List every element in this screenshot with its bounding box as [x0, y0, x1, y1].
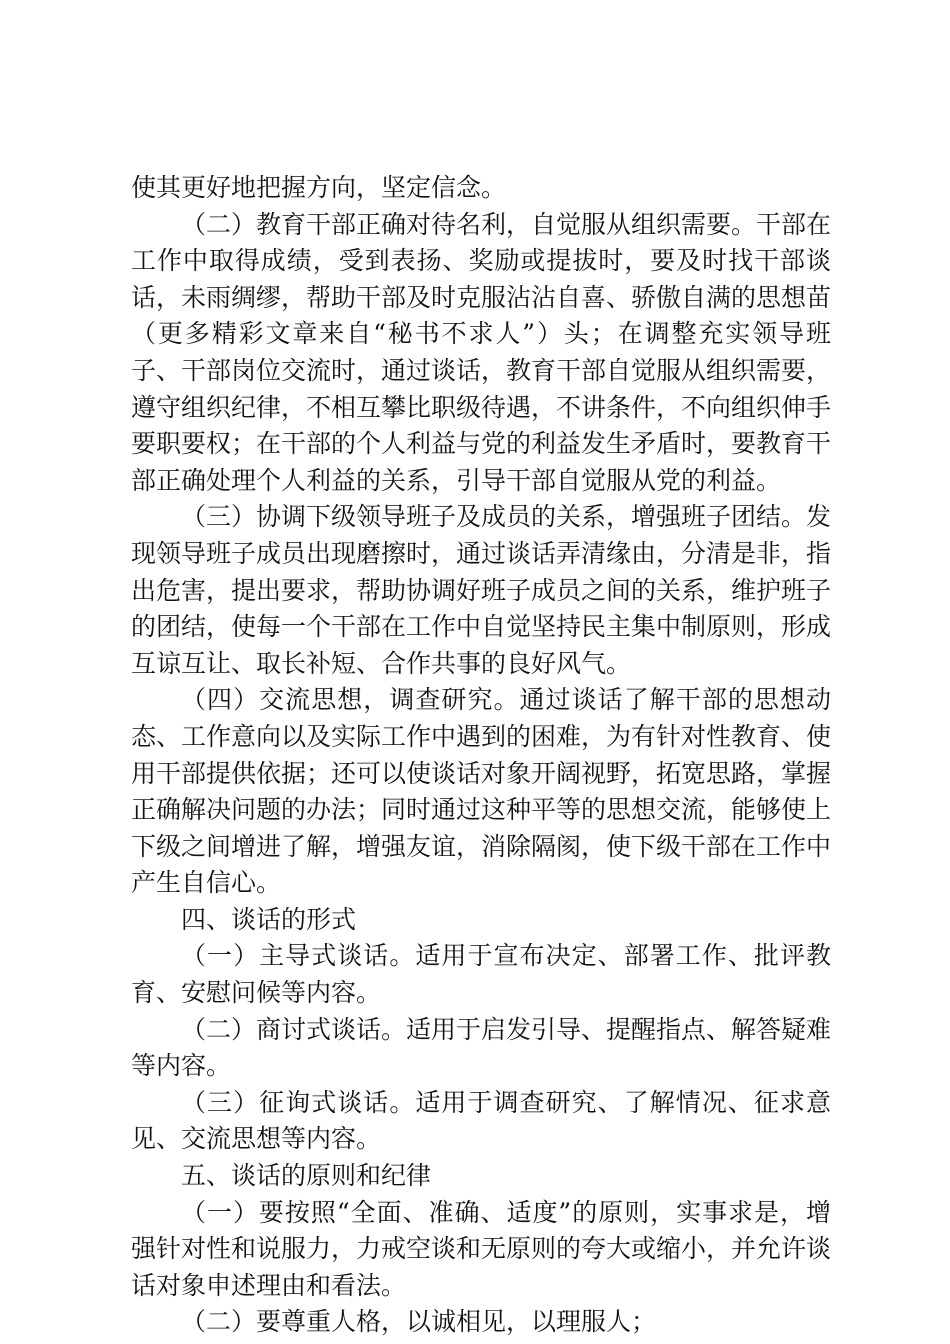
paragraph-principle-2: （二）要尊重人格，以诚相见，以理服人；: [181, 1307, 657, 1337]
paragraph-item-2: （二）教育干部正确对待名利，自觉服从组织需要。干部在工作中取得成绩，受到表扬、奖励或提拔时，要及时找干部谈话，未雨绸缪，帮助干部及时克服沾沾自喜、骄傲自满的思想苗（更多精彩文章来自“秘书不求人”）头；在调整充实领导班子、干部岗位交流时，通过谈话，教育干部自觉服从组织需要，遵守组织纪律，不相互攀比职级待遇，不讲条件，不向组织伸手要职要权；在干部的个人利益与党的利益发生矛盾时，要教育干部正确处理个人利益的关系，引导干部自觉服从党的利益。: [131, 209, 832, 495]
paragraph-continuation: 使其更好地把握方向，坚定信念。: [131, 173, 507, 202]
section-heading-4: 四、谈话的形式: [181, 904, 357, 934]
paragraph-item-3: （三）协调下级领导班子及成员的关系，增强班子团结。发现领导班子成员出现磨擦时，通过谈话弄清缘由，分清是非，指出危害，提出要求，帮助协调好班子成员之间的关系，维护班子的团结，使每一个干部在工作中自觉坚持民主集中制原则，形成互谅互让、取长补短、合作共事的良好风气。: [131, 502, 832, 678]
paragraph-principle-1: （一）要按照“全面、准确、适度”的原则，实事求是，增强针对性和说服力，力戒空谈和无原则的夸大或缩小，并允许谈话对象申述理由和看法。: [131, 1197, 832, 1300]
document-body: [131, 170, 831, 1341]
paragraph-form-2: （二）商讨式谈话。适用于启发引导、提醒指点、解答疑难等内容。: [131, 1014, 832, 1081]
section-heading-5: 五、谈话的原则和纪律: [181, 1161, 432, 1191]
paragraph-form-1: （一）主导式谈话。适用于宣布决定、部署工作、批评教育、安慰问候等内容。: [131, 941, 831, 1008]
paragraph-form-3: （三）征询式谈话。适用于调查研究、了解情况、征求意见、交流思想等内容。: [131, 1087, 831, 1154]
paragraph-item-4: （四）交流思想，调查研究。通过谈话了解干部的思想动态、工作意向以及实际工作中遇到的困难，为有针对性教育、使用干部提供依据；还可以使谈话对象开阔视野，拓宽思路，掌握正确解决问题的办法；同时通过这种平等的思想交流，能够使上下级之间增进了解，增强友谊，消除隔阂，使下级干部在工作中产生自信心。: [131, 685, 832, 898]
